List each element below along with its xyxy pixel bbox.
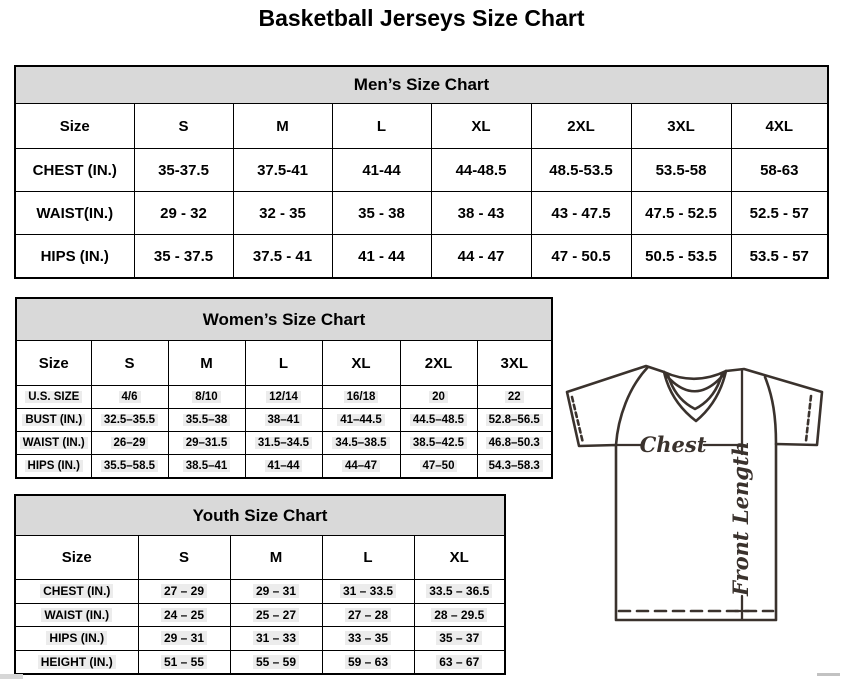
size-value [477,455,552,479]
size-value [168,432,245,455]
size-value [414,650,505,674]
size-value-text: 38.5–41 [183,460,231,472]
size-value: 53.5-58 [631,149,731,192]
size-value [400,386,477,409]
column-header: S [91,341,168,386]
size-value [91,409,168,432]
size-value-text: 59 – 63 [345,655,391,669]
table-row [15,627,505,651]
size-value-text: 38–41 [265,414,303,426]
womens-chart-title: Women’s Size Chart [16,298,552,341]
table-row [15,235,828,279]
size-value-text: 47–50 [420,460,458,472]
column-header: 3XL [631,104,731,149]
size-value [322,603,414,627]
row-label [16,432,91,455]
size-value [245,386,322,409]
jersey-collar [664,371,726,379]
size-value: 44 - 47 [431,235,531,279]
size-value-text: 51 – 55 [161,655,207,669]
size-value-text: 52.8–56.5 [486,414,543,426]
size-value-text: 8/10 [192,391,220,403]
size-value [400,455,477,479]
table-row [15,495,505,536]
column-header: M [168,341,245,386]
size-value [245,455,322,479]
size-value: 35 - 37.5 [134,235,233,279]
size-value: 37.5 - 41 [233,235,332,279]
chest-label: Chest [639,432,707,457]
row-label-text: U.S. SIZE [25,391,82,403]
table-row [15,603,505,627]
size-value: 38 - 43 [431,192,531,235]
size-value [245,409,322,432]
jersey-right-cuff-stitch [806,396,811,441]
size-value-text: 31 – 33 [253,631,299,645]
size-value: 47.5 - 52.5 [631,192,731,235]
row-label [16,386,91,409]
front-length-label: Front Length [728,441,753,596]
size-value: 41-44 [332,149,431,192]
row-label-text: BUST (IN.) [22,414,85,426]
size-value [322,432,400,455]
row-label [15,650,138,674]
size-value: 53.5 - 57 [731,235,828,279]
size-value-text: 35.5–38 [183,414,231,426]
row-label [15,580,138,604]
mens-chart-title: Men’s Size Chart [15,66,828,104]
size-value [230,603,322,627]
size-value: 43 - 47.5 [531,192,631,235]
table-row [15,580,505,604]
page-title: Basketball Jerseys Size Chart [258,5,585,31]
size-value-text: 27 – 28 [345,608,391,622]
column-header: L [332,104,431,149]
column-header: Size [15,104,134,149]
size-value [168,455,245,479]
size-value-text: 33 – 35 [345,631,391,645]
row-label [15,627,138,651]
row-label [16,455,91,479]
column-header: XL [322,341,400,386]
size-value [138,580,230,604]
row-label: CHEST (IN.) [15,149,134,192]
jersey-right-armhole-seam [765,377,776,444]
size-value-text: 55 – 59 [253,655,299,669]
size-value-text: 46.8–50.3 [486,437,543,449]
size-value [322,627,414,651]
size-value: 41 - 44 [332,235,431,279]
size-value-text: 63 – 67 [436,655,482,669]
size-value-text: 34.5–38.5 [332,437,389,449]
size-value-text: 29 – 31 [161,631,207,645]
youth-chart-title: Youth Size Chart [15,495,505,536]
table-row [16,409,552,432]
table-row [15,104,828,149]
size-value [322,386,400,409]
size-value: 37.5-41 [233,149,332,192]
size-value [91,386,168,409]
size-value-text: 33.5 – 36.5 [426,584,492,598]
column-header: 2XL [400,341,477,386]
size-value [477,409,552,432]
cropped-gray-fragment [0,674,23,679]
table-row [15,149,828,192]
size-value: 58-63 [731,149,828,192]
column-header: M [233,104,332,149]
size-value: 35-37.5 [134,149,233,192]
size-value [168,386,245,409]
column-header: XL [414,536,505,580]
column-header: 4XL [731,104,828,149]
row-label [16,409,91,432]
size-value-text: 26–29 [111,437,149,449]
table-row [15,66,828,104]
column-header: Size [16,341,91,386]
size-value [230,627,322,651]
size-value [322,580,414,604]
size-value [230,650,322,674]
size-value-text: 4/6 [119,391,141,403]
row-label [15,603,138,627]
size-value [230,580,322,604]
size-value-text: 32.5–35.5 [101,414,158,426]
youth-size-chart-table [14,494,506,675]
size-value-text: 38.5–42.5 [410,437,467,449]
row-label-text: CHEST (IN.) [40,584,113,598]
size-value-text: 44–47 [342,460,380,472]
size-value [477,432,552,455]
size-value: 48.5-53.5 [531,149,631,192]
size-value-text: 29 – 31 [253,584,299,598]
column-header: 2XL [531,104,631,149]
size-value [322,650,414,674]
size-value [414,627,505,651]
column-header: S [134,104,233,149]
size-value [414,603,505,627]
column-header: M [230,536,322,580]
table-row [16,341,552,386]
jersey-measurement-diagram [551,357,841,627]
size-value-text: 27 – 29 [161,584,207,598]
size-value [138,650,230,674]
size-value-text: 22 [505,391,524,403]
size-value [414,580,505,604]
size-value-text: 25 – 27 [253,608,299,622]
size-value: 29 - 32 [134,192,233,235]
size-value [477,386,552,409]
table-row [15,536,505,580]
size-value [322,409,400,432]
size-value-text: 44.5–48.5 [410,414,467,426]
size-value [138,627,230,651]
mens-size-chart-table [14,65,829,279]
row-label-text: HEIGHT (IN.) [38,655,116,669]
size-value: 35 - 38 [332,192,431,235]
size-value [91,432,168,455]
size-value-text: 16/18 [344,391,379,403]
column-header: Size [15,536,138,580]
size-value-text: 54.3–58.3 [486,460,543,472]
size-value: 52.5 - 57 [731,192,828,235]
column-header: 3XL [477,341,552,386]
row-label-text: HIPS (IN.) [46,631,107,645]
size-value [400,409,477,432]
size-value-text: 24 – 25 [161,608,207,622]
size-value: 47 - 50.5 [531,235,631,279]
jersey-outline [567,366,822,620]
size-value [322,455,400,479]
size-value: 44-48.5 [431,149,531,192]
size-value-text: 41–44.5 [337,414,385,426]
size-value [245,432,322,455]
size-value-text: 31.5–34.5 [255,437,312,449]
size-value-text: 35.5–58.5 [101,460,158,472]
womens-size-chart-table [15,297,553,479]
column-header: S [138,536,230,580]
cropped-gray-fragment [817,673,840,676]
size-value [138,603,230,627]
row-label: WAIST(IN.) [15,192,134,235]
table-row [16,455,552,479]
size-value [91,455,168,479]
size-value-text: 20 [429,391,448,403]
row-label-text: WAIST (IN.) [20,437,88,449]
column-header: L [322,536,414,580]
table-row [15,192,828,235]
row-label: HIPS (IN.) [15,235,134,279]
size-value-text: 31 – 33.5 [340,584,396,598]
table-row [16,386,552,409]
size-value: 32 - 35 [233,192,332,235]
table-row [16,432,552,455]
column-header: L [245,341,322,386]
size-value-text: 28 – 29.5 [431,608,487,622]
size-value: 50.5 - 53.5 [631,235,731,279]
size-value-text: 35 – 37 [436,631,482,645]
size-value [400,432,477,455]
size-value-text: 41–44 [265,460,303,472]
table-row [16,298,552,341]
size-value [168,409,245,432]
row-label-text: WAIST (IN.) [41,608,112,622]
row-label-text: HIPS (IN.) [25,460,83,472]
size-value-text: 12/14 [266,391,301,403]
size-value-text: 29–31.5 [183,437,231,449]
column-header: XL [431,104,531,149]
table-row [15,650,505,674]
